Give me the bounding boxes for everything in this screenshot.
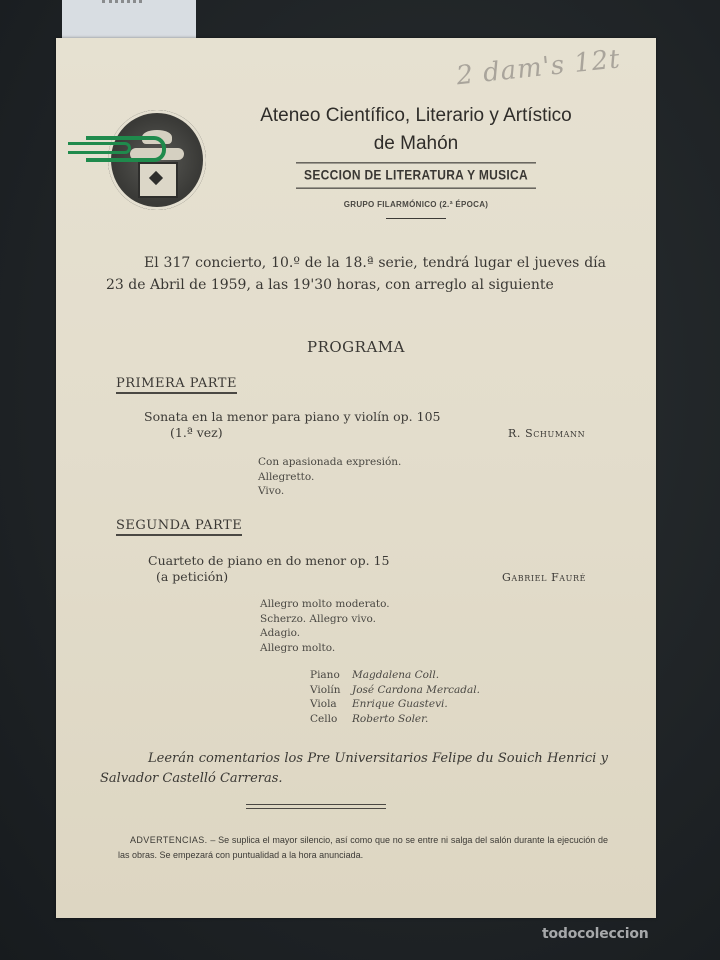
composer-second: Gabriel Fauré xyxy=(502,571,587,584)
notice-label: ADVERTENCIAS. xyxy=(130,835,208,845)
performer-name: Roberto Soler. xyxy=(352,712,429,725)
movements-second xyxy=(260,597,390,655)
announcement-text: El 317 concierto, 10.º de la 18.ª serie, tendrá lugar el jueves día 23 de Abril de 1959, a las 19'30 horas, con arreglo al siguiente xyxy=(106,255,606,293)
performer-row xyxy=(310,683,480,698)
instrument: Violín xyxy=(310,683,341,696)
performer-row xyxy=(310,697,480,712)
diamond-icon xyxy=(149,171,163,185)
work-title-second xyxy=(148,553,389,585)
movement: Allegro molto moderato. xyxy=(260,598,390,610)
programme-heading: PROGRAMA xyxy=(307,338,405,356)
work-title-first xyxy=(144,409,441,441)
advertencias-notice xyxy=(118,833,608,863)
organization-title xyxy=(206,102,626,158)
performer-name: Enrique Guastevi. xyxy=(352,698,448,710)
instrument: Cello xyxy=(310,712,338,725)
performer-row xyxy=(310,712,480,727)
movement: Allegro molto. xyxy=(260,641,336,654)
performer-row xyxy=(310,668,480,683)
movement: Scherzo. Allegro vivo. xyxy=(260,612,377,625)
seal-shield xyxy=(138,162,178,198)
instrument: Viola xyxy=(310,698,337,710)
movement: Con apasionada expresión. xyxy=(258,456,402,468)
movements-first xyxy=(258,455,401,499)
concert-programme-sheet xyxy=(56,38,656,918)
work-title-line: Cuarteto de piano en do menor op. 15 xyxy=(148,553,390,568)
group-name: GRUPO FILARMÓNICO (2.ª ÉPOCA) xyxy=(343,200,489,209)
double-divider xyxy=(246,804,386,809)
commentary-text: Leerán comentarios los Pre Universitarios Felipe du Souich Henrici y Salvador Castelló Carreras. xyxy=(100,751,608,786)
paperclip-inner-loop xyxy=(68,142,131,154)
org-name-line1: Ateneo Científico, Literario y Artístico xyxy=(260,105,572,126)
part-heading-second: SEGUNDA PARTE xyxy=(116,518,242,536)
org-name-line2: de Mahón xyxy=(373,133,459,154)
work-note: (1.ª vez) xyxy=(170,425,223,440)
composer-first: R. Schumann xyxy=(508,427,586,440)
movement: Vivo. xyxy=(258,485,285,497)
watermark-logo: todocoleccion xyxy=(542,926,649,942)
movement: Adagio. xyxy=(260,627,301,639)
instrument: Piano xyxy=(310,669,340,681)
movement: Allegretto. xyxy=(258,470,315,483)
notice-text: – Se suplica el mayor silencio, así como que no se entre ni salga del salón durante la ejecución de las obras. Se empezará con puntualidad a la hora anunciada. xyxy=(118,835,608,860)
performers-list xyxy=(310,668,480,726)
handwritten-note: 2 dam's 12t xyxy=(454,44,623,92)
performer-name: José Cardona Mercadal. xyxy=(352,683,480,696)
commentary-note xyxy=(100,749,608,789)
paper-slip xyxy=(62,0,196,42)
part-heading-first: PRIMERA PARTE xyxy=(116,376,237,394)
divider xyxy=(386,218,446,219)
section-name: SECCION DE LITERATURA Y MUSICA xyxy=(296,162,536,188)
work-title-line: Sonata en la menor para piano y violín op. 105 xyxy=(144,409,441,424)
work-note: (a petición) xyxy=(156,569,229,584)
slip-ink-mark xyxy=(102,0,142,7)
performer-name: Magdalena Coll. xyxy=(352,669,440,681)
concert-announcement xyxy=(106,252,606,296)
